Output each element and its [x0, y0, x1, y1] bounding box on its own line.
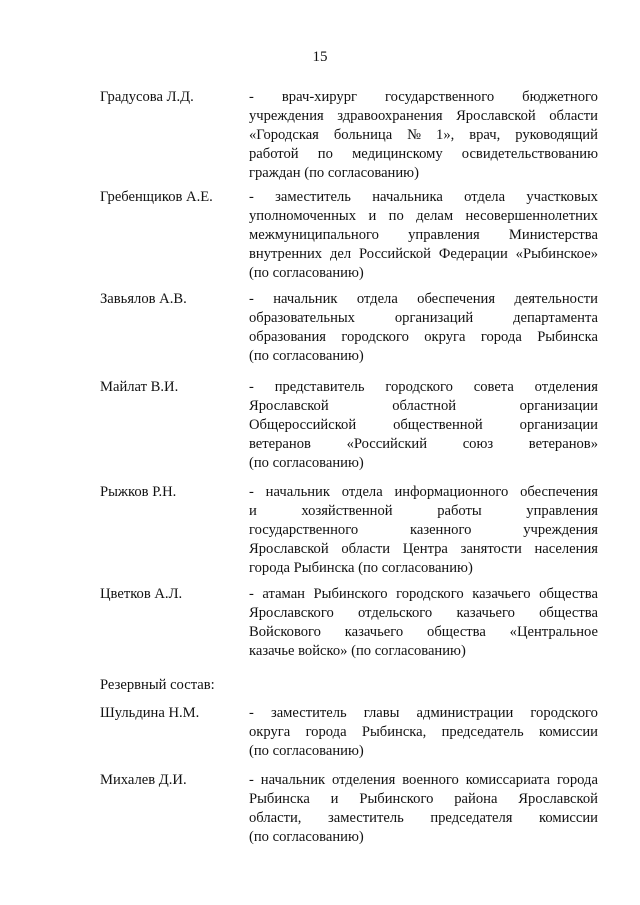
member-position: [249, 585, 598, 661]
position-line: уполномоченных и по делам несовершеннолетних: [249, 208, 598, 224]
position-line: - врач-хирург государственного бюджетного: [249, 89, 598, 105]
position-line: казачье войско» (по согласованию): [249, 643, 466, 659]
position-line: Ярославской области Центра занятости населения: [249, 541, 598, 557]
position-line: - представитель городского совета отделения: [249, 379, 598, 395]
position-line: и хозяйственной работы управления: [249, 503, 598, 519]
position-line: области, заместитель председателя комиссии: [249, 810, 598, 826]
member-position: [249, 771, 598, 847]
position-line: - заместитель главы администрации городского: [249, 705, 598, 721]
position-line: - атаман Рыбинского городского казачьего общества: [249, 586, 598, 602]
member-name: Завьялов А.В.: [100, 291, 187, 307]
position-line: государственного казенного учреждения: [249, 522, 598, 538]
position-line: межмуниципального управления Министерства: [249, 227, 598, 243]
reserve-section-label: Резервный состав:: [100, 677, 215, 693]
member-position: [249, 483, 598, 578]
position-line: образовательных организаций департамента: [249, 310, 598, 326]
page-number: 15: [312, 49, 328, 65]
member-position: [249, 188, 598, 283]
position-line: (по согласованию): [249, 829, 364, 845]
position-line: внутренних дел Российской Федерации «Рыбинское»: [249, 246, 598, 262]
position-line: Рыбинска и Рыбинского района Ярославской: [249, 791, 598, 807]
member-name: Рыжков Р.Н.: [100, 484, 177, 500]
position-line: граждан (по согласованию): [249, 165, 419, 181]
position-line: (по согласованию): [249, 455, 364, 471]
member-name: Майлат В.И.: [100, 379, 179, 395]
position-line: «Городская больница № 1», врач, руководящий: [249, 127, 598, 143]
position-line: округа города Рыбинска, председатель комиссии: [249, 724, 598, 740]
position-line: Ярославского отдельского казачьего общества: [249, 605, 598, 621]
position-line: (по согласованию): [249, 265, 364, 281]
member-position: [249, 378, 598, 473]
position-line: работой по медицинскому освидетельствованию: [249, 146, 598, 162]
position-line: (по согласованию): [249, 743, 364, 759]
member-position: [249, 88, 598, 183]
position-line: Войскового казачьего общества «Центральное: [249, 624, 598, 640]
position-line: - заместитель начальника отдела участковых: [249, 189, 598, 205]
member-name: Шульдина Н.М.: [100, 705, 200, 721]
position-line: - начальник отделения военного комиссариата города: [249, 772, 598, 788]
position-line: (по согласованию): [249, 348, 364, 364]
position-line: города Рыбинска (по согласованию): [249, 560, 473, 576]
member-position: [249, 290, 598, 366]
position-line: - начальник отдела обеспечения деятельности: [249, 291, 598, 307]
position-line: ветеранов «Российский союз ветеранов»: [249, 436, 598, 452]
member-name: Гребенщиков А.Е.: [100, 189, 213, 205]
member-position: [249, 704, 598, 761]
member-name: Градусова Л.Д.: [100, 89, 194, 105]
position-line: - начальник отдела информационного обеспечения: [249, 484, 598, 500]
position-line: учреждения здравоохранения Ярославской области: [249, 108, 598, 124]
position-line: Ярославской областной организации: [249, 398, 598, 414]
position-line: Общероссийской общественной организации: [249, 417, 598, 433]
position-line: образования городского округа города Рыбинска: [249, 329, 598, 345]
member-name: Цветков А.Л.: [100, 586, 183, 602]
member-name: Михалев Д.И.: [100, 772, 187, 788]
